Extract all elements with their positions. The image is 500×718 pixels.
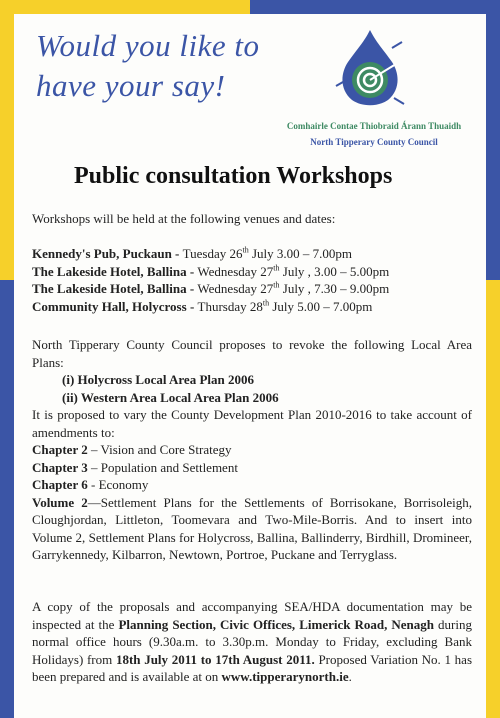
volume-text: Volume 2—Settlement Plans for the Settlements of Borrisokane, Borrisoleigh, Cloughjordan, Littleton, Toomevara and Two-Mile-Borris. And to insert into Volume 2, Settlement Plans for Holycross, Ballina, Ballinderry, Birdhill, Dromineer, Garrykennedy, Kilbarron, Newtown, Portroe, Puckane and Terryglass. [32,494,472,562]
chapter-item: Chapter 6 - Economy [32,477,149,492]
page-title: Public consultation Workshops [74,163,393,189]
plan-item: (i) Holycross Local Area Plan 2006 [62,372,254,387]
venue-item: Kennedy's Pub, Puckaun - Tuesday 26th July 3.00 – 7.00pm [32,245,353,261]
copy-text: A copy of the proposals and accompanying SEA/HDA documentation may be inspected at the Planning Section, Civic Offices, Limerick Road, Nenagh during normal office hours (9.30a.m. to 3.30p.m. Monday to Friday, excluding Bank Holidays) from 18th July 2011 to 17th August 2011. Proposed Variation No. 1 has been prepared and is available at on www.tipperarynorth.ie. [32,599,473,684]
revoke-text: North Tipperary County Council proposes to revoke the following Local Area Plans: [32,337,472,370]
venue-item: The Lakeside Hotel, Ballina - Wednesday 27th July , 3.00 – 5.00pm [32,263,390,279]
venue-item: The Lakeside Hotel, Ballina - Wednesday 27th July , 7.30 – 9.00pm [32,280,390,296]
venue-list [32,245,472,315]
council-name-irish: Comhairle Contae Thiobraid Árann Thuaidh [286,121,462,131]
vary-text: It is proposed to vary the County Development Plan 2010-2016 to take account of amendments to: [32,407,472,440]
website-link: www.tipperarynorth.ie [221,669,349,684]
venue-item: Community Hall, Holycross - Thursday 28th July 5.00 – 7.00pm [32,298,373,314]
intro-text: Workshops will be held at the following venues and dates: [32,211,336,226]
copy-section [32,598,472,686]
plans-section [32,336,472,564]
plan-item: (ii) Western Area Local Area Plan 2006 [62,389,279,405]
chapter-item: Chapter 3 – Population and Settlement [32,459,238,475]
headline: Would you like to have your say! [36,28,260,103]
council-name-english: North Tipperary County Council [310,137,438,147]
council-logo-icon [334,28,406,108]
chapter-item: Chapter 2 – Vision and Core Strategy [32,442,232,457]
